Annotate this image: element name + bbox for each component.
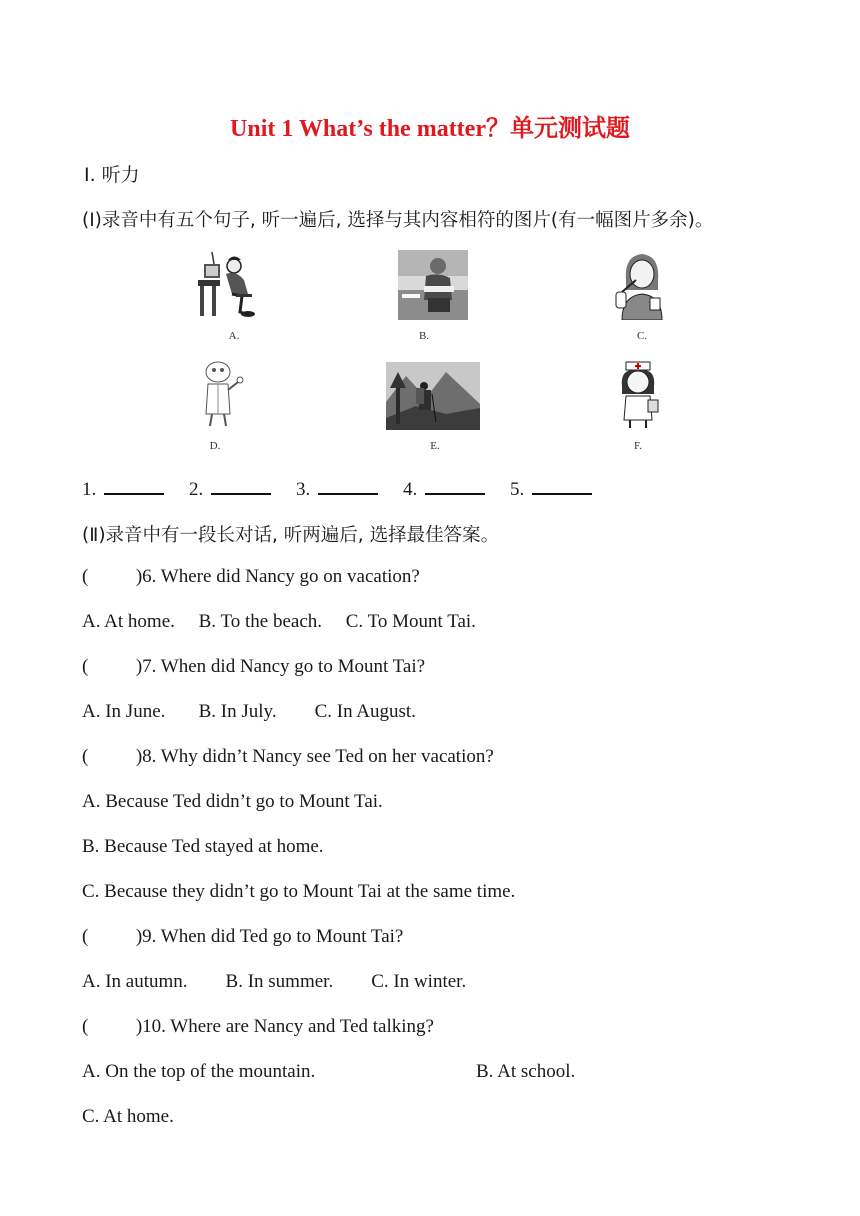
answer-blanks [82, 477, 612, 501]
part2-instruction: (Ⅱ)录音中有一段长对话, 听两遍后, 选择最佳答案。 [82, 525, 500, 546]
picture-a-computer-user [196, 250, 266, 320]
picture-a-label: A. [228, 330, 240, 342]
picture-b-boy-stomachache [398, 250, 468, 320]
answer-item-3: 3. [296, 477, 398, 501]
picture-e-mountain-hikers [386, 362, 480, 430]
question-9: ( )9. When did Ted go to Mount Tai? [82, 926, 404, 947]
picture-c-label: C. [636, 330, 648, 342]
answer-item-2: 2. [189, 477, 291, 501]
page-title: Unit 1 What’s the matter？单元测试题 [230, 116, 630, 142]
picture-f-nurse [610, 360, 680, 430]
question-10-option-b: B. At school. [476, 1061, 576, 1082]
answer-item-1: 1. [82, 477, 184, 501]
answer-item-4: 4. [403, 477, 505, 501]
question-9-options: A. In autumn. B. In summer. C. In winter. [82, 971, 467, 992]
part1-instruction: (Ⅰ)录音中有五个句子, 听一遍后, 选择与其内容相符的图片(有一幅图片多余)。 [82, 210, 714, 231]
question-10-option-a: A. On the top of the mountain. [82, 1061, 316, 1082]
picture-b-label: B. [418, 330, 430, 342]
question-8-option-c: C. Because they didn’t go to Mount Tai at the same time. [82, 881, 516, 902]
answer-blank-4[interactable] [425, 477, 485, 495]
question-8-option-b: B. Because Ted stayed at home. [82, 836, 324, 857]
answer-blank-5[interactable] [532, 477, 592, 495]
picture-f-label: F. [634, 440, 642, 452]
picture-d-cartoon-character [192, 360, 262, 430]
question-10-option-c: C. At home. [82, 1106, 174, 1127]
question-8-option-a: A. Because Ted didn’t go to Mount Tai. [82, 791, 383, 812]
answer-item-5: 5. [510, 477, 612, 501]
answer-blank-2[interactable] [211, 477, 271, 495]
section-heading-listening: Ⅰ. 听力 [84, 164, 140, 186]
picture-d-label: D. [209, 440, 221, 452]
question-6: ( )6. Where did Nancy go on vacation? [82, 566, 420, 587]
answer-blank-1[interactable] [104, 477, 164, 495]
question-10: ( )10. Where are Nancy and Ted talking? [82, 1016, 434, 1037]
question-7-options: A. In June. B. In July. C. In August. [82, 701, 416, 722]
question-8: ( )8. Why didn’t Nancy see Ted on her vacation? [82, 746, 494, 767]
answer-blank-3[interactable] [318, 477, 378, 495]
question-6-options: A. At home. B. To the beach. C. To Mount Tai. [82, 611, 476, 632]
picture-c-woman-toothache [608, 250, 678, 320]
question-7: ( )7. When did Nancy go to Mount Tai? [82, 656, 426, 677]
picture-e-label: E. [430, 440, 440, 452]
